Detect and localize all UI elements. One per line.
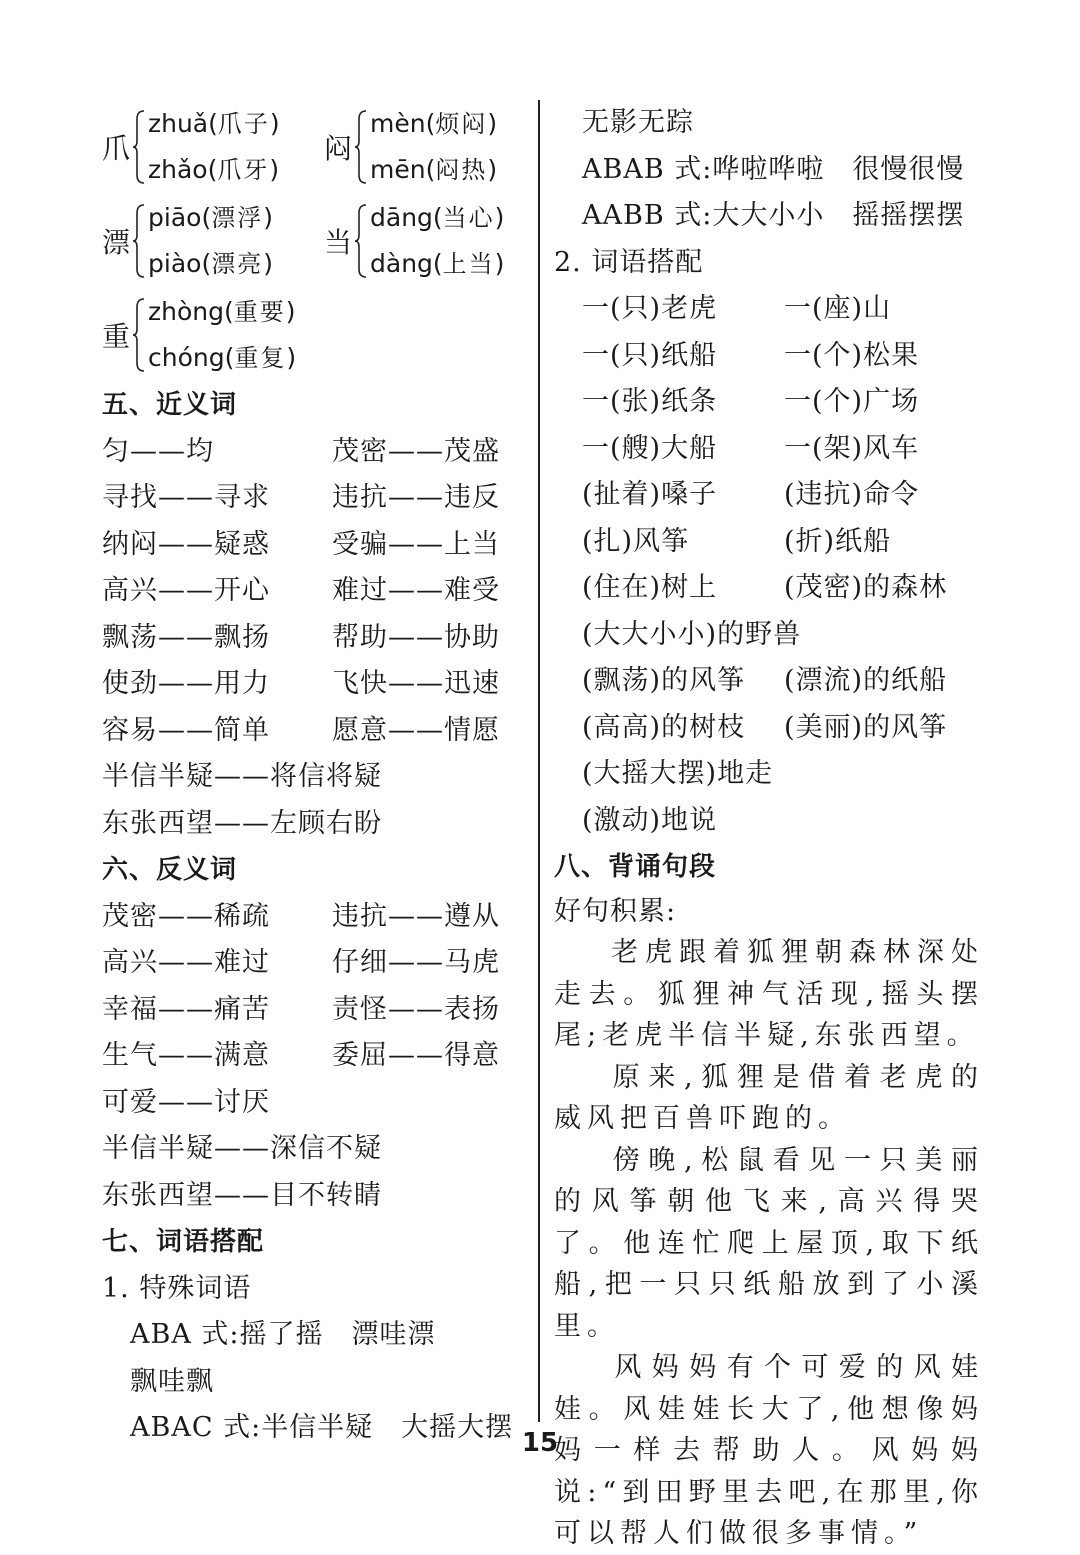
reading-line: dāng(当心) [370, 203, 505, 232]
word-pair: 寻找——寻求 [102, 482, 270, 513]
collocation-row [554, 379, 984, 426]
example-word: 漂亮 [211, 250, 264, 278]
brace-icon [354, 203, 368, 279]
reading-line: mèn(烦闷) [370, 109, 498, 138]
word-pair-row [102, 615, 522, 662]
word-pair: 飘荡——飘扬 [102, 621, 270, 653]
polyphone-row [102, 194, 522, 288]
collocation-row [554, 286, 984, 333]
word-pair: 容易——简单 [102, 714, 270, 746]
recitation-paragraph: 原来,狐狸是借着老虎的威风把百兽吓跑的。 [554, 1061, 984, 1134]
pattern-label: ABA 式: [130, 1319, 240, 1350]
word-pair: 受骗——上当 [332, 528, 500, 560]
word-pair: 违抗——遵从 [332, 900, 500, 932]
collocation-item: (违抗)命令 [784, 479, 920, 510]
word-pair: 委屈——得意 [332, 1040, 500, 1071]
right-column [554, 100, 984, 1555]
word-pair: 东张西望——目不转睛 [102, 1179, 382, 1211]
pinyin: piào [148, 249, 202, 278]
collocation-item: 一(艘)大船 [582, 432, 718, 464]
polyphone-char: 漂 [102, 226, 131, 259]
column-divider [538, 100, 540, 1422]
pattern-label: ABAB 式: [582, 153, 713, 185]
pinyin: dàng [370, 249, 433, 278]
example-word: 上当 [442, 250, 495, 278]
collocation-item: (扎)风筝 [582, 525, 690, 557]
section-heading: 八、背诵句段 [554, 852, 717, 882]
reading-line: zhuǎ(爪子) [148, 109, 280, 138]
polyphone-char: 闷 [324, 132, 353, 165]
subheading: 2. 词语搭配 [554, 246, 704, 278]
collocation-item: (扯着)嗓子 [582, 479, 718, 510]
collocation-item: 一(架)风车 [784, 432, 920, 464]
pattern-line [102, 1312, 522, 1359]
collocation-item: (高高)的树枝 [582, 711, 746, 743]
word-pair: 茂密——茂盛 [332, 435, 500, 467]
word-pair: 高兴——难过 [102, 947, 270, 978]
example-word: 烦闷 [435, 110, 488, 138]
pinyin: dāng [370, 203, 433, 232]
example-word: 重要 [233, 298, 286, 326]
reading-line: zhòng(重要) [148, 297, 296, 326]
polyphone-char: 重 [102, 320, 131, 353]
polyphone-char: 爪 [102, 132, 131, 165]
polyphone-group [102, 288, 296, 382]
word-pair: 半信半疑——将信将疑 [102, 761, 382, 792]
word-pair: 飞快——迅速 [332, 668, 500, 699]
page-number: 15 [521, 1428, 559, 1458]
pattern-label: AABB 式: [582, 200, 713, 231]
collocation-row [554, 658, 984, 705]
example-word: 闷热 [435, 156, 488, 184]
word-pair: 半信半疑——深信不疑 [102, 1133, 382, 1164]
collocation-item: 一(只)纸船 [582, 339, 718, 371]
word-pair: 茂密——稀疏 [102, 900, 270, 932]
reading-line: mēn(闷热) [370, 155, 498, 184]
reading-line: piāo(漂浮) [148, 203, 273, 232]
word-pair: 高兴——开心 [102, 575, 270, 606]
word-pair: 幸福——痛苦 [102, 993, 270, 1025]
pinyin: mēn [370, 155, 426, 184]
pattern-values: 大大小小 摇摇摆摆 [712, 200, 965, 231]
section-heading: 六、反义词 [102, 855, 238, 885]
collocation-item: (茂密)的森林 [784, 572, 948, 603]
word-pair-row [102, 429, 522, 476]
pattern-line: 飘哇飘 [130, 1365, 214, 1397]
collocation-item: 一(只)老虎 [582, 293, 718, 324]
pattern-line [554, 193, 984, 240]
recitation-paragraph: 傍晚,松鼠看见一只美丽的风筝朝他飞来,高兴得哭了。他连忙爬上屋顶,取下纸船,把一只只纸船放到了小溪里。 [554, 1144, 984, 1342]
collocation-row [554, 565, 984, 612]
word-pair: 帮助——协助 [332, 621, 500, 653]
word-pair: 使劲——用力 [102, 668, 270, 699]
subheading: 1. 特殊词语 [102, 1272, 252, 1304]
word-pair: 难过——难受 [332, 575, 500, 606]
collocation-item: 一(个)松果 [784, 339, 920, 371]
collocation-item: 一(座)山 [784, 293, 892, 324]
word-pair: 违抗——违反 [332, 482, 500, 513]
pinyin: chóng [148, 343, 225, 372]
collocation-item: (飘荡)的风筝 [582, 665, 746, 696]
word-pair-row [102, 894, 522, 941]
subheading: 好句积累: [554, 895, 677, 927]
example-word: 爪牙 [217, 156, 270, 184]
word-pair-row [102, 522, 522, 569]
polyphone-row [102, 100, 522, 194]
word-pair-row [102, 987, 522, 1034]
collocation-row [554, 705, 984, 752]
pattern-values: 半信半疑 大摇大摆 [261, 1412, 514, 1443]
brace-icon [132, 109, 146, 185]
word-pair-row [102, 708, 522, 755]
pinyin: mèn [370, 109, 426, 138]
word-pair: 可爱——讨厌 [102, 1086, 270, 1118]
recitation-paragraph: 老虎跟着狐狸朝森林深处走去。狐狸神气活现,摇头摆尾;老虎半信半疑,东张西望。 [554, 937, 984, 1051]
brace-icon [132, 203, 146, 279]
pinyin: zhǎo [148, 155, 208, 184]
word-pair: 匀——均 [102, 435, 214, 467]
pinyin: piāo [148, 203, 202, 232]
brace-icon [354, 109, 368, 185]
left-column [102, 100, 522, 1452]
word-pair-row [102, 568, 522, 615]
collocation-row [554, 333, 984, 380]
word-pair-row [102, 1033, 522, 1080]
polyphone-row [102, 288, 522, 382]
example-word: 爪子 [217, 110, 270, 138]
pinyin: zhuǎ [148, 109, 209, 138]
pinyin: zhòng [148, 297, 224, 326]
collocation-line: (大摇大摆)地走 [582, 758, 774, 789]
reading-line: dàng(上当) [370, 249, 505, 278]
collocation-item: (漂流)的纸船 [784, 665, 948, 696]
reading-line: piào(漂亮) [148, 249, 273, 278]
collocation-item: (美丽)的风筝 [784, 711, 948, 743]
polyphone-char: 当 [324, 226, 353, 259]
polyphone-group [324, 100, 497, 194]
example-word: 重复 [234, 344, 287, 372]
word-pair: 纳闷——疑惑 [102, 528, 270, 560]
word-pair: 责怪——表扬 [332, 993, 500, 1025]
section-heading: 五、近义词 [102, 390, 238, 420]
polyphone-group [102, 100, 280, 194]
pattern-line: 无影无踪 [582, 107, 694, 138]
recitation-paragraph: 风妈妈有个可爱的风娃娃。风娃娃长大了,他想像妈妈一样去帮助人。风妈妈说:“到田野里去吧,在那里,你可以帮人们做很多事情。” [554, 1352, 984, 1549]
collocation-row [554, 472, 984, 519]
word-pair-row [102, 661, 522, 708]
polyphone-group [102, 194, 273, 288]
example-word: 当心 [442, 204, 495, 232]
reading-line: chóng(重复) [148, 343, 297, 372]
word-pair: 愿意——情愿 [332, 714, 500, 746]
collocation-item: (住在)树上 [582, 572, 718, 603]
collocation-item: (折)纸船 [784, 525, 892, 557]
collocation-row [554, 426, 984, 473]
example-word: 漂浮 [211, 204, 264, 232]
word-pair: 东张西望——左顾右盼 [102, 807, 382, 839]
word-pair-row [102, 475, 522, 522]
pattern-line [554, 147, 984, 194]
polyphone-group [324, 194, 504, 288]
collocation-item: 一(张)纸条 [582, 386, 718, 417]
pattern-label: ABAC 式: [130, 1412, 262, 1443]
word-pair-row [102, 940, 522, 987]
brace-icon [132, 297, 146, 373]
section-heading: 七、词语搭配 [102, 1227, 265, 1257]
pattern-values: 摇了摇 漂哇漂 [239, 1319, 436, 1350]
reading-line: zhǎo(爪牙) [148, 155, 280, 184]
word-pair: 生气——满意 [102, 1040, 270, 1071]
word-pair: 仔细——马虎 [332, 947, 500, 978]
collocation-line: (激动)地说 [582, 804, 718, 836]
collocation-line: (大大小小)的野兽 [582, 618, 802, 650]
pattern-values: 哗啦哗啦 很慢很慢 [712, 153, 965, 185]
collocation-item: 一(个)广场 [784, 386, 920, 417]
collocation-row [554, 519, 984, 566]
